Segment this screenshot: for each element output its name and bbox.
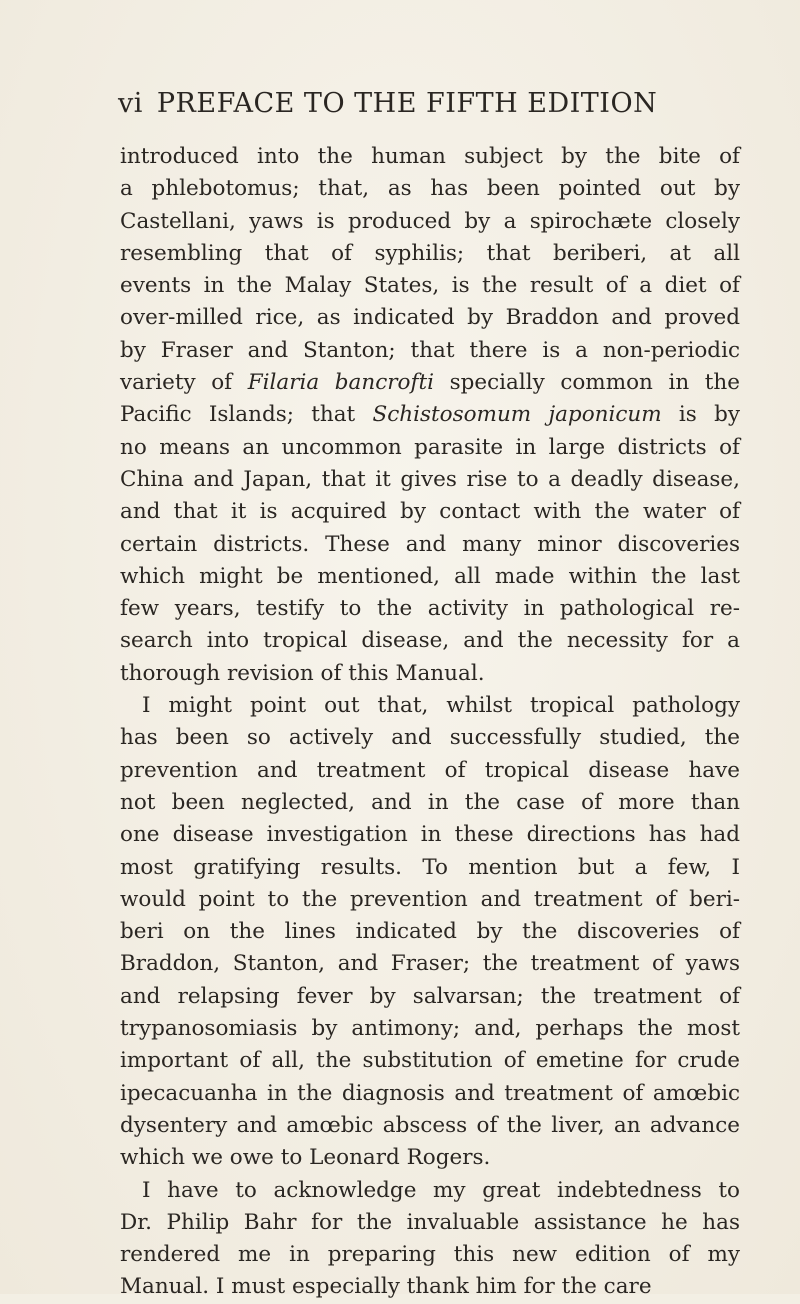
paragraph (120, 690, 740, 1174)
text-run: ipecacuanha in the diagnosis and treatment of amœbic (120, 1080, 740, 1106)
text-run: Castellani, yaws is produced by a spirochæte closely (120, 208, 740, 234)
text-run: which we owe to Leonard Rogers. (120, 1145, 491, 1171)
text-run: and that it is acquired by contact with the water of (120, 499, 740, 525)
text-run: which might be mentioned, all made within the last (120, 563, 740, 589)
text-line (120, 173, 740, 205)
text-run: beri on the lines indicated by the discoveries of (120, 919, 740, 945)
text-run: Pacific Islands; that (120, 402, 373, 428)
text-run: specially common in the (433, 370, 740, 396)
text-run: dysentery and amœbic abscess of the liver, an advance (120, 1112, 740, 1138)
text-line (120, 852, 740, 884)
text-line (120, 948, 740, 980)
text-line (120, 238, 740, 270)
text-line (120, 141, 740, 173)
text-line (120, 1239, 740, 1271)
text-run: Dr. Philip Bahr for the invaluable assistance he has (120, 1209, 740, 1235)
text-line (120, 787, 740, 819)
text-line (120, 722, 740, 754)
text-line (120, 819, 740, 851)
text-line (120, 755, 740, 787)
text-run: I might point out that, whilst tropical pathology (142, 693, 740, 719)
text-run: Braddon, Stanton, and Fraser; the treatment of yaws (120, 951, 740, 977)
text-line (120, 658, 740, 690)
text-run: resembling that of syphilis; that beriberi, at all (120, 240, 740, 266)
text-line (120, 593, 740, 625)
text-line (120, 1013, 740, 1045)
text-run: rendered me in preparing this new edition of my (120, 1242, 740, 1268)
running-head (118, 88, 718, 119)
text-run: important of all, the substitution of emetine for crude (120, 1048, 740, 1074)
paragraph (120, 141, 740, 690)
text-run: events in the Malay States, is the result of a diet of (120, 273, 740, 299)
text-run: one disease investigation in these directions has had (120, 822, 740, 848)
paragraph (120, 1175, 740, 1304)
text-line (120, 1078, 740, 1110)
text-line (120, 690, 740, 722)
text-run: a phlebotomus; that, as has been pointed out by (120, 176, 740, 202)
text-run: would point to the prevention and treatment of beri- (120, 886, 740, 912)
body-text (120, 141, 740, 1304)
text-line (120, 399, 740, 431)
text-run: and relapsing fever by salvarsan; the treatment of (120, 983, 740, 1009)
text-line (120, 432, 740, 464)
text-run: few years, testify to the activity in pathological re- (120, 596, 740, 622)
text-line (120, 496, 740, 528)
text-line (120, 1207, 740, 1239)
text-line (120, 529, 740, 561)
text-run: introduced into the human subject by the bite of (120, 144, 740, 169)
text-run: over-milled rice, as indicated by Braddon and proved (120, 305, 740, 331)
text-line (120, 464, 740, 496)
text-run: has been so actively and successfully studied, the (120, 725, 740, 751)
text-line (120, 884, 740, 916)
text-run: by Fraser and Stanton; that there is a non-periodic (120, 337, 740, 363)
text-run: not been neglected, and in the case of more than (120, 789, 740, 815)
text-line (120, 561, 740, 593)
text-run: no means an uncommon parasite in large districts of (120, 434, 740, 460)
text-run: China and Japan, that it gives rise to a deadly disease, (120, 466, 740, 492)
text-line (120, 270, 740, 302)
text-line (120, 302, 740, 334)
text-line (120, 981, 740, 1013)
text-run: trypanosomiasis by antimony; and, perhaps the most (120, 1016, 740, 1042)
text-run: prevention and treatment of tropical disease have (120, 757, 740, 783)
running-title: PREFACE TO THE FIFTH EDITION (156, 88, 658, 119)
text-line (120, 206, 740, 238)
text-line (120, 1271, 740, 1303)
text-run: Manual. I must especially thank him for the care (120, 1274, 652, 1300)
text-run: is by (661, 402, 740, 428)
text-run: thorough revision of this Manual. (120, 660, 485, 686)
text-line (120, 1110, 740, 1142)
italic-term: Filaria bancrofti (247, 370, 434, 396)
text-line (120, 1175, 740, 1207)
text-run: certain districts. These and many minor discoveries (120, 531, 740, 557)
text-line (120, 916, 740, 948)
text-line (120, 1142, 740, 1174)
text-line (120, 1045, 740, 1077)
text-line (120, 625, 740, 657)
page-number: vi (118, 88, 143, 119)
text-line (120, 367, 740, 399)
text-run: most gratifying results. To mention but a few, I (120, 854, 740, 880)
text-run: I have to acknowledge my great indebtedness to (142, 1177, 740, 1203)
italic-term: Schistosomum japonicum (372, 402, 662, 428)
text-run: variety of (120, 370, 248, 396)
text-run: search into tropical disease, and the necessity for a (120, 628, 740, 654)
text-line (120, 335, 740, 367)
